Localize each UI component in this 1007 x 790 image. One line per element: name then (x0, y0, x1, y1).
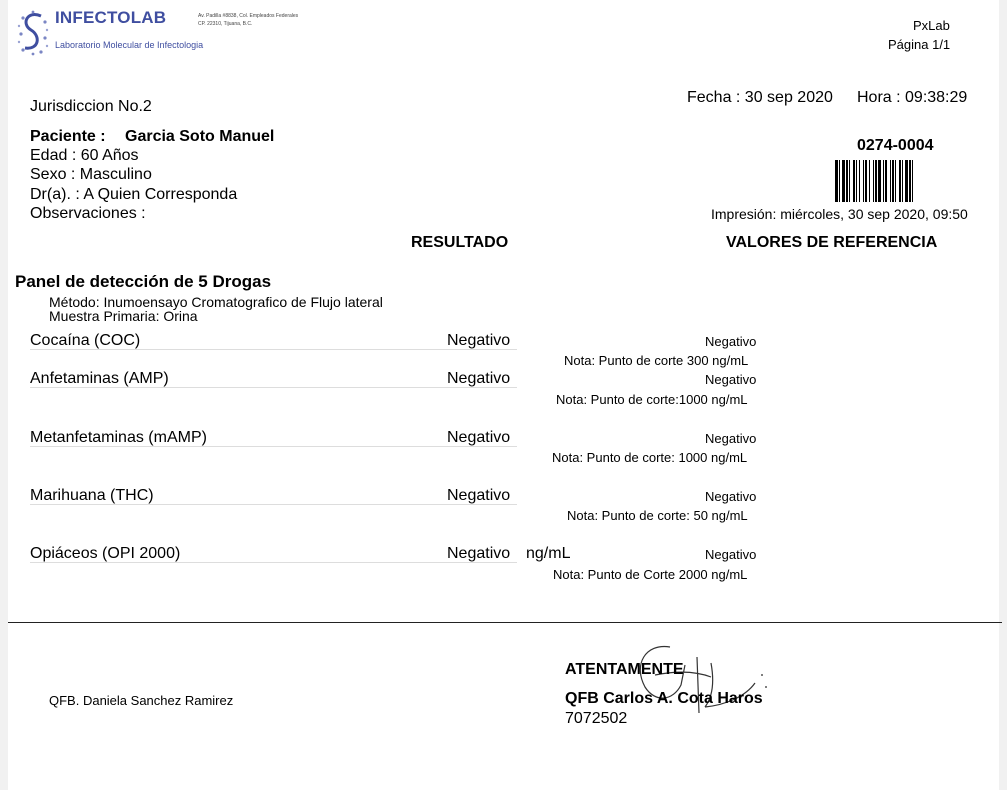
test-note: Nota: Punto de corte: 50 ng/mL (567, 508, 748, 523)
barcode-bar (865, 160, 867, 202)
test-underline (30, 349, 517, 350)
test-note: Nota: Punto de corte:1000 ng/mL (556, 392, 748, 407)
system-name: PxLab (913, 18, 950, 33)
test-name: Marihuana (THC) (30, 487, 154, 504)
footer-divider (8, 622, 1002, 623)
barcode-bar (863, 160, 864, 202)
lab-address (198, 12, 318, 28)
test-unit: ng/mL (526, 545, 571, 562)
patient-doctor: Dr(a). : A Quien Corresponda (30, 186, 238, 203)
barcode-bar (902, 160, 903, 202)
panel-title: Panel de detección de 5 Drogas (15, 272, 272, 291)
barcode-bar (839, 160, 840, 202)
test-reference: Negativo (705, 547, 757, 562)
test-result: Negativo (447, 487, 511, 504)
barcode-bar (856, 160, 857, 202)
report-time: Hora : 09:38:29 (857, 89, 968, 106)
test-name: Anfetaminas (AMP) (30, 370, 169, 387)
barcode-bar (895, 160, 896, 202)
right-margin-strip (999, 0, 1007, 790)
test-result: Negativo (447, 429, 511, 446)
brand-name: INFECTOLAB (55, 8, 167, 27)
address-line-1: Av. Padilla #8838, Col. Empleados Federales (198, 13, 299, 19)
barcode-bar (890, 160, 891, 202)
report-date: Fecha : 30 sep 2020 (687, 89, 833, 106)
test-underline (30, 446, 517, 447)
print-timestamp: Impresión: miércoles, 30 sep 2020, 09:50 (711, 206, 968, 222)
test-result: Negativo (447, 545, 511, 562)
barcode-bar (835, 160, 838, 202)
test-underline (30, 387, 517, 388)
test-note: Nota: Punto de corte 300 ng/mL (564, 353, 749, 368)
barcode-bar (892, 160, 894, 202)
barcode-bar (883, 160, 884, 202)
barcode-bar (905, 160, 908, 202)
reference-column-header: VALORES DE REFERENCIA (726, 234, 938, 251)
test-reference: Negativo (705, 372, 757, 387)
barcode-bar (899, 160, 901, 202)
signer-license: 7072502 (565, 710, 628, 727)
page-number: Página 1/1 (888, 37, 951, 52)
test-result: Negativo (447, 332, 511, 349)
patient-age: Edad : 60 Años (30, 147, 139, 164)
patient-observations: Observaciones : (30, 205, 146, 222)
barcode-bar (869, 160, 870, 202)
barcode-bar (885, 160, 887, 202)
test-reference: Negativo (705, 431, 757, 446)
barcode-bar (842, 160, 845, 202)
test-reference: Negativo (705, 489, 757, 504)
left-signatory: QFB. Daniela Sanchez Ramirez (49, 693, 234, 708)
patient-name-label: Paciente : (30, 128, 106, 145)
test-underline (30, 504, 517, 505)
left-margin-strip (0, 0, 8, 790)
barcode-icon (835, 160, 969, 202)
panel-method: Método: Inumoensayo Cromatografico de Flujo lateral (49, 294, 383, 310)
address-line-2: CP. 22310, Tijuana, B.C. (198, 21, 253, 27)
test-note: Nota: Punto de Corte 2000 ng/mL (553, 567, 748, 582)
barcode-bar (875, 160, 877, 202)
test-result: Negativo (447, 370, 511, 387)
test-name: Cocaína (COC) (30, 332, 141, 349)
barcode-bar (853, 160, 855, 202)
test-note: Nota: Punto de corte: 1000 ng/mL (552, 450, 748, 465)
signer-name: QFB Carlos A. Cota Haros (565, 690, 763, 707)
barcode-bar (912, 160, 913, 202)
patient-sex: Sexo : Masculino (30, 166, 152, 183)
barcode-bar (873, 160, 874, 202)
barcode-bar (849, 160, 850, 202)
test-name: Metanfetaminas (mAMP) (30, 429, 207, 446)
folio-number: 0274-0004 (857, 137, 934, 154)
barcode-bar (909, 160, 911, 202)
patient-name: Garcia Soto Manuel (125, 128, 275, 145)
brand-subtitle: Laboratorio Molecular de Infectologia (55, 40, 204, 50)
test-reference: Negativo (705, 334, 757, 349)
panel-sample: Muestra Primaria: Orina (49, 308, 198, 324)
result-column-header: RESULTADO (411, 234, 509, 251)
barcode-bar (859, 160, 860, 202)
test-name: Opiáceos (OPI 2000) (30, 545, 181, 562)
test-underline (30, 562, 517, 563)
barcode-bar (878, 160, 881, 202)
infectolab-logo-icon (17, 8, 49, 56)
barcode-bar (846, 160, 848, 202)
jurisdiction: Jurisdiccion No.2 (30, 98, 152, 115)
closing-text: ATENTAMENTE (565, 661, 684, 678)
